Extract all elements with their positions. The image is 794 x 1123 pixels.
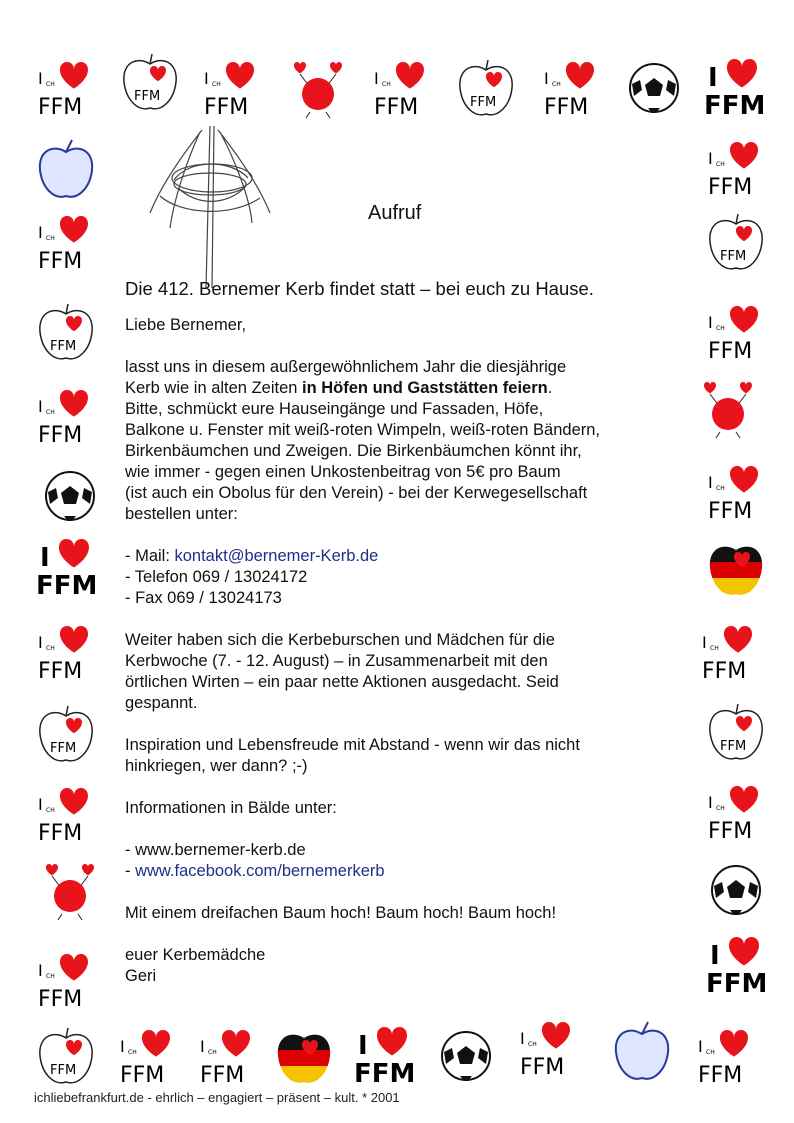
svg-text:FFM: FFM: [354, 1059, 416, 1088]
ffm-logo-icon: [694, 1024, 758, 1088]
svg-text:FFM: FFM: [204, 95, 249, 120]
ffm-logo-icon: [704, 210, 768, 274]
svg-text:FFM: FFM: [708, 339, 753, 364]
svg-text:CH: CH: [208, 1049, 217, 1056]
ffm-logo-icon: [34, 1024, 98, 1088]
ffm-logo-icon: [200, 56, 264, 120]
closing: Mit einem dreifachen Baum hoch! Baum hoch! Baum hoch!: [125, 904, 557, 922]
web-link[interactable]: - www.bernemer-kerb.de: [125, 841, 306, 859]
svg-text:FFM: FFM: [470, 95, 497, 110]
intro-line: Bitte, schmückt eure Hauseingänge und Fassaden, Höfe,: [125, 400, 544, 418]
ffm-logo-icon: [34, 536, 98, 600]
svg-text:I: I: [204, 69, 209, 88]
maypole-sketch: [140, 118, 280, 288]
svg-text:I: I: [38, 69, 43, 88]
svg-text:CH: CH: [128, 1049, 137, 1056]
mail-label: - Mail:: [125, 547, 175, 565]
ffm-logo-icon: [704, 700, 768, 764]
svg-text:FFM: FFM: [708, 499, 753, 524]
ffm-logo-icon: [34, 782, 98, 846]
ffm-logo-icon: [34, 56, 98, 120]
svg-text:FFM: FFM: [50, 741, 77, 756]
ffm-logo-icon: [286, 56, 350, 120]
svg-text:FFM: FFM: [520, 1055, 565, 1080]
ffm-logo-icon: [196, 1024, 260, 1088]
ffm-logo-icon: [34, 138, 98, 202]
facebook-link[interactable]: www.facebook.com/bernemerkerb: [135, 862, 385, 880]
svg-text:FFM: FFM: [702, 659, 747, 684]
svg-text:CH: CH: [552, 81, 561, 88]
svg-text:FFM: FFM: [50, 1063, 77, 1078]
svg-text:FFM: FFM: [36, 571, 98, 600]
svg-text:FFM: FFM: [544, 95, 589, 120]
ffm-logo-icon: [34, 948, 98, 1012]
letter-body: [125, 278, 685, 987]
svg-text:I: I: [120, 1037, 125, 1056]
svg-text:CH: CH: [382, 81, 391, 88]
svg-text:FFM: FFM: [698, 1063, 743, 1088]
intro-text: .: [547, 379, 553, 397]
headline: Die 412. Bernemer Kerb findet statt – bei euch zu Hause.: [125, 278, 594, 299]
page-title: Aufruf: [368, 202, 422, 224]
svg-text:I: I: [38, 795, 43, 814]
svg-text:I: I: [358, 1031, 368, 1061]
ffm-logo-icon: [34, 620, 98, 684]
svg-text:I: I: [200, 1037, 205, 1056]
svg-text:CH: CH: [46, 81, 55, 88]
ffm-logo-icon: [704, 536, 768, 600]
svg-text:CH: CH: [528, 1041, 537, 1048]
svg-text:I: I: [40, 543, 50, 573]
svg-text:CH: CH: [716, 485, 725, 492]
svg-text:I: I: [708, 313, 713, 332]
ffm-logo-icon: [610, 1020, 674, 1084]
intro-line: Birkenbäumchen und Zweigen. Die Birkenbäumchen könnt ihr,: [125, 442, 582, 460]
kerbwoche-line: Kerbwoche (7. - 12. August) – in Zusammenarbeit mit den: [125, 652, 548, 670]
fb-prefix: -: [125, 862, 136, 880]
ffm-logo-icon: [622, 56, 686, 120]
ffm-logo-icon: [434, 1024, 498, 1088]
svg-text:FFM: FFM: [720, 249, 747, 264]
svg-text:I: I: [544, 69, 549, 88]
svg-text:FFM: FFM: [120, 1063, 165, 1088]
ffm-logo-icon: [702, 56, 766, 120]
svg-text:FFM: FFM: [708, 819, 753, 844]
svg-text:I: I: [708, 149, 713, 168]
svg-text:CH: CH: [710, 645, 719, 652]
svg-text:CH: CH: [212, 81, 221, 88]
ffm-logo-icon: [272, 1024, 336, 1088]
svg-text:CH: CH: [46, 973, 55, 980]
ffm-logo-icon: [704, 136, 768, 200]
svg-text:I: I: [374, 69, 379, 88]
intro-line: wie immer - gegen einen Unkostenbeitrag von 5€ pro Baum: [125, 463, 561, 481]
signature-name: Geri: [125, 967, 157, 985]
contact-mail: [125, 546, 685, 567]
svg-text:FFM: FFM: [704, 91, 766, 120]
mail-link[interactable]: kontakt@bernemer-Kerb.de: [174, 547, 379, 565]
kerbwoche-line: gespannt.: [125, 694, 198, 712]
svg-text:CH: CH: [46, 235, 55, 242]
kerbwoche-line: örtlichen Wirten – ein paar nette Aktionen ausgedacht. Seid: [125, 673, 559, 691]
facebook-link-line: [125, 861, 685, 882]
svg-text:I: I: [38, 961, 43, 980]
intro-line: Balkone u. Fenster mit weiß-roten Wimpeln, weiß-roten Bändern,: [125, 421, 601, 439]
svg-text:FFM: FFM: [38, 987, 83, 1012]
contact-phone: - Telefon 069 / 13024172: [125, 568, 308, 586]
svg-text:CH: CH: [706, 1049, 715, 1056]
svg-text:CH: CH: [46, 645, 55, 652]
ffm-logo-icon: [704, 780, 768, 844]
intro-line: [125, 378, 685, 399]
kerbwoche-line: Weiter haben sich die Kerbeburschen und Mädchen für die: [125, 631, 555, 649]
svg-text:I: I: [702, 633, 707, 652]
ffm-logo-icon: [352, 1024, 416, 1088]
ffm-logo-icon: [704, 300, 768, 364]
info-label: Informationen in Bälde unter:: [125, 799, 337, 817]
inspiration-line: Inspiration und Lebensfreude mit Abstand - wenn wir das nicht: [125, 736, 580, 754]
svg-text:FFM: FFM: [134, 89, 161, 104]
svg-text:FFM: FFM: [200, 1063, 245, 1088]
signature-line: euer Kerbemädche: [125, 946, 266, 964]
ffm-logo-icon: [34, 210, 98, 274]
intro-text: Kerb wie in alten Zeiten: [125, 379, 303, 397]
svg-text:FFM: FFM: [374, 95, 419, 120]
ffm-logo-icon: [696, 376, 760, 440]
svg-text:CH: CH: [716, 805, 725, 812]
svg-text:I: I: [38, 633, 43, 652]
intro-line: lasst uns in diesem außergewöhnlichem Jahr die diesjährige: [125, 358, 567, 376]
ffm-logo-icon: [34, 300, 98, 364]
svg-text:CH: CH: [716, 161, 725, 168]
footer: ichliebefrankfurt.de - ehrlich – engagiert – präsent – kult. * 2001: [34, 1090, 400, 1105]
svg-text:FFM: FFM: [706, 969, 768, 998]
ffm-logo-icon: [370, 56, 434, 120]
svg-text:I: I: [520, 1029, 525, 1048]
svg-text:FFM: FFM: [720, 739, 747, 754]
salutation: Liebe Bernemer,: [125, 316, 247, 334]
inspiration-line: hinkriegen, wer dann? ;-): [125, 757, 308, 775]
svg-text:FFM: FFM: [38, 95, 83, 120]
svg-text:FFM: FFM: [38, 423, 83, 448]
svg-text:I: I: [38, 397, 43, 416]
svg-text:CH: CH: [716, 325, 725, 332]
contact-fax: - Fax 069 / 13024173: [125, 589, 282, 607]
intro-line: bestellen unter:: [125, 505, 238, 523]
ffm-logo-icon: [118, 50, 182, 114]
ffm-logo-icon: [38, 464, 102, 528]
ffm-logo-icon: [698, 620, 762, 684]
svg-text:CH: CH: [46, 807, 55, 814]
ffm-logo-icon: [704, 460, 768, 524]
ffm-logo-icon: [38, 858, 102, 922]
ffm-logo-icon: [704, 858, 768, 922]
ffm-logo-icon: [516, 1016, 580, 1080]
svg-text:FFM: FFM: [38, 821, 83, 846]
ffm-logo-icon: [704, 934, 768, 998]
svg-text:I: I: [710, 941, 720, 971]
svg-text:FFM: FFM: [50, 339, 77, 354]
ffm-logo-icon: [116, 1024, 180, 1088]
ffm-logo-icon: [540, 56, 604, 120]
ffm-logo-icon: [454, 56, 518, 120]
ffm-logo-icon: [34, 702, 98, 766]
svg-text:I: I: [698, 1037, 703, 1056]
svg-text:I: I: [708, 63, 718, 93]
svg-text:CH: CH: [46, 409, 55, 416]
svg-text:FFM: FFM: [38, 659, 83, 684]
svg-text:I: I: [708, 473, 713, 492]
intro-bold: in Höfen und Gaststätten feiern: [302, 379, 548, 397]
intro-line: (ist auch ein Obolus für den Verein) - bei der Kerwegesellschaft: [125, 484, 588, 502]
svg-text:I: I: [708, 793, 713, 812]
svg-text:FFM: FFM: [38, 249, 83, 274]
ffm-logo-icon: [34, 384, 98, 448]
svg-text:FFM: FFM: [708, 175, 753, 200]
svg-text:I: I: [38, 223, 43, 242]
